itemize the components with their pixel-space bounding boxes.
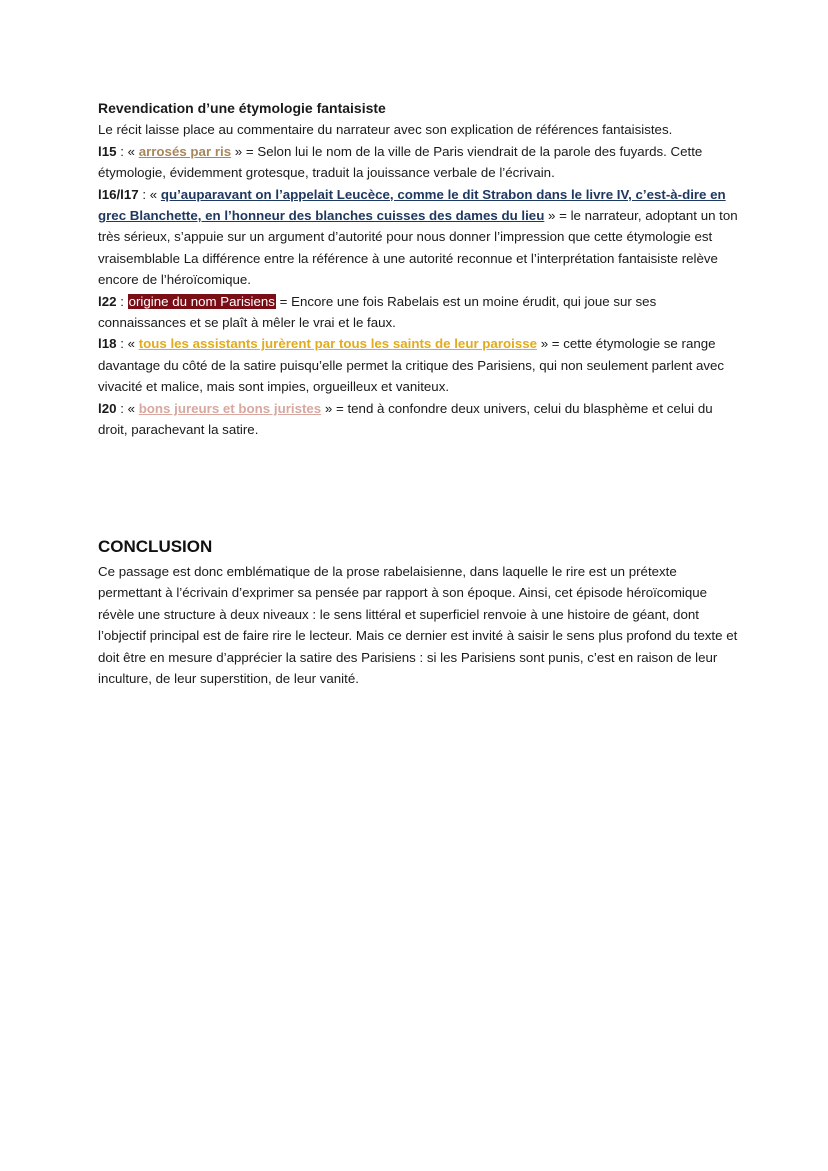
analysis-item-l16-l17 xyxy=(98,184,738,291)
commentary: Encore une fois Rabelais est un moine érudit, qui joue sur ses connaissances et se plaît à mêler le vrai et le faux. xyxy=(98,293,657,331)
quote-open: : « xyxy=(116,400,139,416)
line-ref: l16/l17 xyxy=(98,186,139,202)
quote-open: : xyxy=(116,293,128,309)
quote-close: » = xyxy=(231,143,258,159)
analysis-item-l18 xyxy=(98,333,738,397)
quote-close: = xyxy=(275,293,292,309)
line-ref: l22 xyxy=(98,293,117,309)
analysis-item-l15 xyxy=(98,141,738,184)
commentary: le narrateur, adoptant un ton très sérieux, s’appuie sur un argument d’autorité pour nous donner l’impression que cette étymologie est vraisemblable La différence entre la référence à une autorité reconnue et l’interprétation fantaisiste relève encore de l’héroïcomique. xyxy=(98,208,738,288)
conclusion-title: CONCLUSION xyxy=(98,537,213,556)
quote-open: : « xyxy=(116,336,139,352)
quote: arrosés par ris xyxy=(138,143,232,159)
quote: qu’auparavant on l’appelait Leucèce, comme le dit Strabon dans le livre IV, c’est-à-dire en grec Blanchette, en l’honneur des blanches cuisses des dames du lieu xyxy=(98,186,726,224)
highlighted-quote: origine du nom Parisiens xyxy=(128,293,275,309)
section-title: Revendication d’une étymologie fantaisiste xyxy=(98,100,386,116)
commentary: cette étymologie se range davantage du côté de la satire puisqu’elle permet la critique des Parisiens, qui non seulement parlent avec vivacité et malice, mais sont impies, orgueilleux et vaniteux. xyxy=(98,336,725,395)
quote-open: : « xyxy=(116,143,139,159)
analysis-item-l20 xyxy=(98,398,738,441)
quote: tous les assistants jurèrent par tous les saints de leur paroisse xyxy=(138,336,538,352)
analysis-section xyxy=(98,98,738,441)
analysis-item-l22 xyxy=(98,291,738,334)
quote-open: : « xyxy=(138,186,161,202)
line-ref: l20 xyxy=(98,400,117,416)
line-ref: l18 xyxy=(98,336,117,352)
quote: bons jureurs et bons juristes xyxy=(138,400,322,416)
conclusion-text: Ce passage est donc emblématique de la prose rabelaisienne, dans laquelle le rire est un prétexte permettant à l’écrivain d’exprimer sa pensée par rapport à son époque. Ainsi, cet épisode héroïcomique révèle une structure à deux niveaux : le sens littéral et superficiel renvoie à une histoire de géant, dont l’objectif principal est de faire rire le lecteur. Mais ce dernier est invité à saisir le sens plus profond du texte et doit être en mesure d’apprécier la satire des Parisiens : si les Parisiens sont punis, c’est en raison de leur inculture, de leur superstition, de leur vanité. xyxy=(98,564,738,687)
commentary: Selon lui le nom de la ville de Paris viendrait de la parole des fuyards. Cette étymologie, évidemment grotesque, traduit la jouissance verbale de l’écrivain. xyxy=(98,143,703,181)
commentary: tend à confondre deux univers, celui du blasphème et celui du droit, parachevant la satire. xyxy=(98,400,713,438)
quote-close: » = xyxy=(544,208,571,224)
section-intro: Le récit laisse place au commentaire du narrateur avec son explication de références fantaisistes. xyxy=(98,122,673,138)
quote-close: » = xyxy=(537,336,564,352)
line-ref: l15 xyxy=(98,143,117,159)
quote-close: » = xyxy=(321,400,348,416)
